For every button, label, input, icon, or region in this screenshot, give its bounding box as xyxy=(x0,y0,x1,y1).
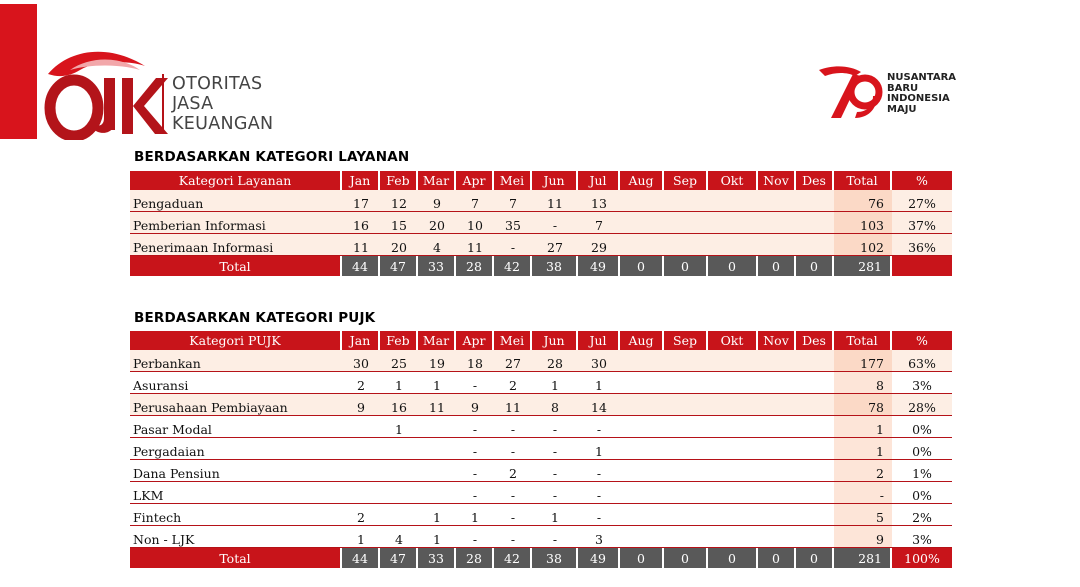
row-value xyxy=(796,416,834,438)
table-row xyxy=(130,460,952,482)
row-value: - xyxy=(578,482,620,504)
header-month: Des xyxy=(796,171,834,190)
total-month-value: 0 xyxy=(664,256,708,276)
table-row xyxy=(130,212,952,234)
row-value xyxy=(664,372,708,394)
total-month-value: 0 xyxy=(796,256,834,276)
row-value: 1 xyxy=(342,526,380,548)
row-value xyxy=(418,460,456,482)
row-value xyxy=(664,350,708,372)
row-value: 2 xyxy=(342,372,380,394)
logo-divider xyxy=(162,74,164,134)
row-percent: 0% xyxy=(892,482,952,504)
row-value: 1 xyxy=(418,372,456,394)
row-label: Perbankan xyxy=(130,350,342,372)
row-percent: 3% xyxy=(892,526,952,548)
table-row xyxy=(130,234,952,256)
total-month-value: 44 xyxy=(342,548,380,568)
row-value: 12 xyxy=(380,190,418,212)
row-total: - xyxy=(834,482,892,504)
row-value xyxy=(758,482,796,504)
header-month: Apr xyxy=(456,331,494,350)
row-value xyxy=(708,526,758,548)
row-value xyxy=(708,350,758,372)
anniversary-tagline xyxy=(887,73,956,115)
row-value xyxy=(620,394,664,416)
row-value: - xyxy=(494,482,532,504)
row-value xyxy=(620,212,664,234)
table-total-row xyxy=(130,256,952,276)
row-value xyxy=(758,416,796,438)
row-value: 9 xyxy=(342,394,380,416)
row-percent: 3% xyxy=(892,372,952,394)
total-label: Total xyxy=(130,256,342,276)
row-value: 1 xyxy=(532,504,578,526)
table-row xyxy=(130,504,952,526)
table-header-row xyxy=(130,171,952,190)
row-percent: 36% xyxy=(892,234,952,256)
total-month-value: 33 xyxy=(418,548,456,568)
row-value xyxy=(620,482,664,504)
row-value xyxy=(708,438,758,460)
row-value: - xyxy=(456,416,494,438)
total-month-value: 42 xyxy=(494,548,532,568)
table-layanan xyxy=(130,171,952,276)
header-month: Jun xyxy=(532,331,578,350)
row-value xyxy=(620,504,664,526)
total-month-value: 0 xyxy=(620,548,664,568)
header-month: Mar xyxy=(418,171,456,190)
row-label: Dana Pensiun xyxy=(130,460,342,482)
row-label: LKM xyxy=(130,482,342,504)
row-value xyxy=(664,394,708,416)
row-value: 27 xyxy=(494,350,532,372)
row-total: 2 xyxy=(834,460,892,482)
row-value: - xyxy=(532,460,578,482)
row-total: 5 xyxy=(834,504,892,526)
row-total: 9 xyxy=(834,526,892,548)
row-value xyxy=(796,372,834,394)
row-value xyxy=(418,482,456,504)
row-value: 7 xyxy=(456,190,494,212)
table-row xyxy=(130,372,952,394)
table-row xyxy=(130,416,952,438)
tagline-line-3: INDONESIA xyxy=(887,93,950,104)
header-month: Feb xyxy=(380,171,418,190)
row-total: 103 xyxy=(834,212,892,234)
section-title-layanan: BERDASARKAN KATEGORI LAYANAN xyxy=(134,149,410,165)
header-total: Total xyxy=(834,171,892,190)
row-value xyxy=(708,212,758,234)
row-value: 9 xyxy=(418,190,456,212)
row-label: Pergadaian xyxy=(130,438,342,460)
row-value xyxy=(620,416,664,438)
row-percent: 37% xyxy=(892,212,952,234)
row-value xyxy=(620,460,664,482)
brand-red-bar xyxy=(0,4,37,139)
header-month: Nov xyxy=(758,331,796,350)
row-value: 20 xyxy=(418,212,456,234)
header-month: Apr xyxy=(456,171,494,190)
row-value: 15 xyxy=(380,212,418,234)
brand-name xyxy=(172,74,273,134)
row-value xyxy=(418,438,456,460)
row-value: 9 xyxy=(456,394,494,416)
row-total: 1 xyxy=(834,416,892,438)
ojk-logo-icon xyxy=(40,40,170,140)
row-value: 4 xyxy=(380,526,418,548)
row-value: 19 xyxy=(418,350,456,372)
row-value: 2 xyxy=(494,372,532,394)
row-percent: 27% xyxy=(892,190,952,212)
header-percent: % xyxy=(892,171,952,190)
row-value: 29 xyxy=(578,234,620,256)
total-month-value: 38 xyxy=(532,548,578,568)
table-row xyxy=(130,350,952,372)
row-value: - xyxy=(494,416,532,438)
row-value xyxy=(796,190,834,212)
row-value xyxy=(664,504,708,526)
table-row xyxy=(130,394,952,416)
header-month: Jul xyxy=(578,331,620,350)
header-category: Kategori PUJK xyxy=(130,331,342,350)
row-total: 8 xyxy=(834,372,892,394)
row-label: Perusahaan Pembiayaan xyxy=(130,394,342,416)
row-value xyxy=(796,212,834,234)
row-label: Fintech xyxy=(130,504,342,526)
row-value xyxy=(796,526,834,548)
row-value: 1 xyxy=(418,526,456,548)
total-month-value: 0 xyxy=(708,256,758,276)
section-title-pujk: BERDASARKAN KATEGORI PUJK xyxy=(134,310,376,326)
row-label: Pasar Modal xyxy=(130,416,342,438)
table-row xyxy=(130,190,952,212)
row-value xyxy=(796,482,834,504)
row-value: 18 xyxy=(456,350,494,372)
row-value: 11 xyxy=(342,234,380,256)
total-month-value: 0 xyxy=(758,256,796,276)
grand-total: 281 xyxy=(834,256,892,276)
table-row xyxy=(130,482,952,504)
total-month-value: 44 xyxy=(342,256,380,276)
header-month: Sep xyxy=(664,171,708,190)
row-value xyxy=(620,526,664,548)
row-value: 35 xyxy=(494,212,532,234)
row-value xyxy=(708,372,758,394)
grand-total: 281 xyxy=(834,548,892,568)
row-value: - xyxy=(532,482,578,504)
row-value xyxy=(708,416,758,438)
header-month: Jan xyxy=(342,331,380,350)
row-value xyxy=(380,504,418,526)
header-month: Okt xyxy=(708,171,758,190)
total-month-value: 49 xyxy=(578,548,620,568)
row-value: 1 xyxy=(578,438,620,460)
row-percent: 2% xyxy=(892,504,952,526)
row-value: 17 xyxy=(342,190,380,212)
row-value xyxy=(796,460,834,482)
total-month-value: 0 xyxy=(758,548,796,568)
grand-total-percent: 100% xyxy=(892,548,952,568)
row-value xyxy=(708,482,758,504)
total-month-value: 47 xyxy=(380,256,418,276)
table-total-row xyxy=(130,548,952,568)
row-total: 78 xyxy=(834,394,892,416)
row-value: 11 xyxy=(418,394,456,416)
row-value: 20 xyxy=(380,234,418,256)
row-label: Pemberian Informasi xyxy=(130,212,342,234)
header-month: Nov xyxy=(758,171,796,190)
row-value xyxy=(758,526,796,548)
header-month: Des xyxy=(796,331,834,350)
header-month: Sep xyxy=(664,331,708,350)
header-month: Aug xyxy=(620,171,664,190)
row-value: - xyxy=(456,438,494,460)
row-value: 7 xyxy=(494,190,532,212)
row-value: 1 xyxy=(380,416,418,438)
total-month-value: 0 xyxy=(708,548,758,568)
row-value xyxy=(620,438,664,460)
total-month-value: 28 xyxy=(456,256,494,276)
header-percent: % xyxy=(892,331,952,350)
row-value: - xyxy=(456,460,494,482)
tagline-line-4: MAJU xyxy=(887,103,917,115)
total-label: Total xyxy=(130,548,342,568)
row-value xyxy=(708,234,758,256)
row-total: 1 xyxy=(834,438,892,460)
total-month-value: 28 xyxy=(456,548,494,568)
row-value: - xyxy=(532,526,578,548)
table-row xyxy=(130,526,952,548)
total-month-value: 38 xyxy=(532,256,578,276)
table-row xyxy=(130,438,952,460)
row-value: - xyxy=(456,482,494,504)
row-value xyxy=(758,394,796,416)
row-value xyxy=(758,460,796,482)
row-value xyxy=(758,438,796,460)
total-month-value: 0 xyxy=(664,548,708,568)
row-value: 1 xyxy=(418,504,456,526)
row-value: 11 xyxy=(456,234,494,256)
brand-line-2: JASA xyxy=(172,94,214,114)
row-value: - xyxy=(532,438,578,460)
row-value: 30 xyxy=(342,350,380,372)
header-month: Feb xyxy=(380,331,418,350)
row-value: - xyxy=(494,234,532,256)
row-value: - xyxy=(494,438,532,460)
row-value: - xyxy=(494,526,532,548)
header-month: Mei xyxy=(494,331,532,350)
row-value: 13 xyxy=(578,190,620,212)
row-value: 4 xyxy=(418,234,456,256)
row-value xyxy=(664,212,708,234)
row-value xyxy=(708,504,758,526)
row-value xyxy=(758,372,796,394)
row-value: - xyxy=(578,460,620,482)
table-pujk xyxy=(130,331,952,568)
row-value xyxy=(620,350,664,372)
row-value: 1 xyxy=(456,504,494,526)
row-value xyxy=(796,234,834,256)
row-value: 2 xyxy=(342,504,380,526)
row-value xyxy=(796,350,834,372)
row-value xyxy=(758,350,796,372)
row-value: 25 xyxy=(380,350,418,372)
row-label: Non - LJK xyxy=(130,526,342,548)
row-value xyxy=(796,394,834,416)
row-value: 1 xyxy=(380,372,418,394)
header-month: Aug xyxy=(620,331,664,350)
row-value: 14 xyxy=(578,394,620,416)
row-label: Asuransi xyxy=(130,372,342,394)
header-month: Okt xyxy=(708,331,758,350)
row-value: 11 xyxy=(494,394,532,416)
header-month: Jan xyxy=(342,171,380,190)
row-value xyxy=(664,416,708,438)
tagline-line-1: NUSANTARA xyxy=(887,72,957,83)
row-value: 16 xyxy=(342,212,380,234)
row-value xyxy=(708,190,758,212)
total-month-value: 0 xyxy=(796,548,834,568)
row-value: 1 xyxy=(578,372,620,394)
row-value xyxy=(758,212,796,234)
total-month-value: 0 xyxy=(620,256,664,276)
row-percent: 1% xyxy=(892,460,952,482)
row-value: - xyxy=(532,212,578,234)
row-value xyxy=(380,460,418,482)
header-total: Total xyxy=(834,331,892,350)
row-value xyxy=(708,460,758,482)
row-value xyxy=(342,438,380,460)
row-value xyxy=(620,234,664,256)
row-value: 11 xyxy=(532,190,578,212)
anniversary-79-logo-icon xyxy=(815,62,885,122)
row-value: - xyxy=(578,416,620,438)
row-value xyxy=(708,394,758,416)
row-value: - xyxy=(494,504,532,526)
header-month: Jun xyxy=(532,171,578,190)
table-header-row xyxy=(130,331,952,350)
row-percent: 0% xyxy=(892,438,952,460)
total-month-value: 47 xyxy=(380,548,418,568)
row-value: - xyxy=(532,416,578,438)
row-value xyxy=(664,526,708,548)
row-value: 27 xyxy=(532,234,578,256)
row-value: 16 xyxy=(380,394,418,416)
row-value xyxy=(342,416,380,438)
row-value xyxy=(380,482,418,504)
row-value xyxy=(796,438,834,460)
tagline-line-2: BARU xyxy=(887,82,919,94)
row-value xyxy=(758,504,796,526)
row-label: Penerimaan Informasi xyxy=(130,234,342,256)
row-value: 30 xyxy=(578,350,620,372)
row-value xyxy=(664,234,708,256)
row-value: 2 xyxy=(494,460,532,482)
row-value: 3 xyxy=(578,526,620,548)
row-value xyxy=(664,460,708,482)
header-month: Jul xyxy=(578,171,620,190)
total-month-value: 49 xyxy=(578,256,620,276)
row-percent: 28% xyxy=(892,394,952,416)
row-value: 10 xyxy=(456,212,494,234)
header-category: Kategori Layanan xyxy=(130,171,342,190)
row-total: 102 xyxy=(834,234,892,256)
row-value xyxy=(758,234,796,256)
row-value xyxy=(342,460,380,482)
brand-line-1: OTORITAS xyxy=(172,74,263,94)
row-value: 1 xyxy=(532,372,578,394)
header-month: Mar xyxy=(418,331,456,350)
row-total: 177 xyxy=(834,350,892,372)
row-percent: 63% xyxy=(892,350,952,372)
row-value: - xyxy=(578,504,620,526)
row-value xyxy=(342,482,380,504)
row-value xyxy=(620,372,664,394)
row-value xyxy=(664,482,708,504)
row-value xyxy=(664,190,708,212)
total-month-value: 33 xyxy=(418,256,456,276)
row-value: 8 xyxy=(532,394,578,416)
total-month-value: 42 xyxy=(494,256,532,276)
row-total: 76 xyxy=(834,190,892,212)
grand-total-percent xyxy=(892,256,952,276)
row-value: - xyxy=(456,526,494,548)
brand-line-3: KEUANGAN xyxy=(172,114,274,134)
row-value: 7 xyxy=(578,212,620,234)
row-value xyxy=(380,438,418,460)
row-value xyxy=(758,190,796,212)
row-value xyxy=(796,504,834,526)
row-value xyxy=(620,190,664,212)
row-value: 28 xyxy=(532,350,578,372)
row-value: - xyxy=(456,372,494,394)
row-value xyxy=(664,438,708,460)
row-label: Pengaduan xyxy=(130,190,342,212)
row-value xyxy=(418,416,456,438)
header-month: Mei xyxy=(494,171,532,190)
row-percent: 0% xyxy=(892,416,952,438)
